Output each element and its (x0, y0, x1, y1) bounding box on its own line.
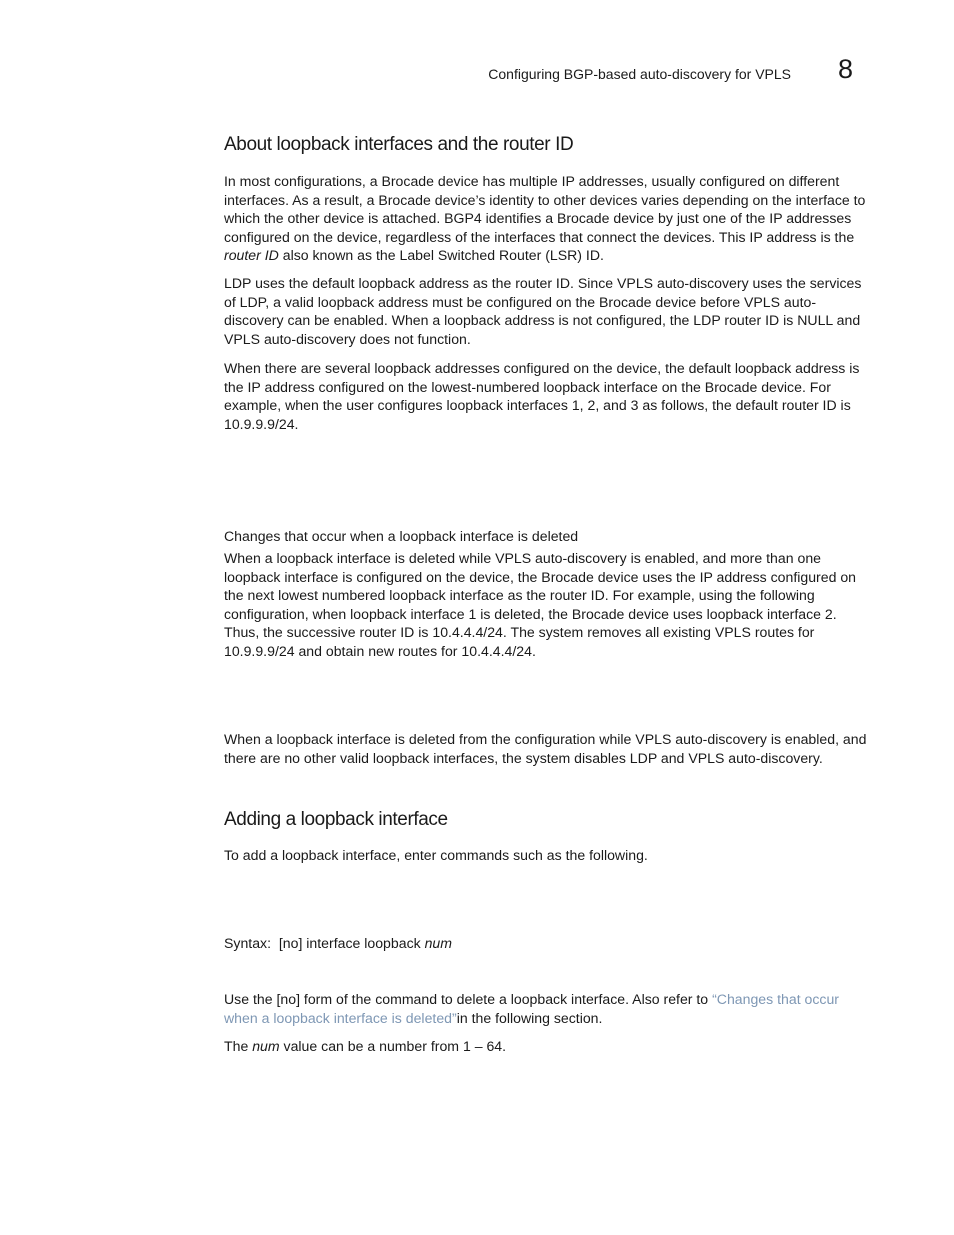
section-heading-adding-loopback: Adding a loopback interface (224, 809, 448, 830)
syntax-label: Syntax: (224, 935, 272, 951)
text-run: in the following section. (456, 1009, 603, 1026)
text-run: value can be a number from 1 – 64. (279, 1038, 507, 1054)
paragraph-add-loopback: To add a loopback interface, enter commands such as the following. (224, 847, 648, 863)
subheading-loopback-deleted: Changes that occur when a loopback interface is deleted (224, 528, 579, 544)
syntax-line (224, 934, 870, 953)
paragraph-num-range (224, 1037, 870, 1056)
paragraph-router-id-intro (224, 172, 870, 265)
paragraph-loopback-deleted: When a loopback interface is deleted while VPLS auto-discovery is enabled, and more than one loopback interface is configured on the device, the Brocade device uses the IP address configured on the next lowest numbered loopback interface as the router ID. For example, using the following configuration, when loopback interface 1 is deleted, the Brocade device uses loopback interface 2. Thus, the successive router ID is 10.4.4.4/24. The system removes all existing VPLS routes for 10.9.9.9/24 and obtain new routes for 10.4.4.4/24. (224, 550, 857, 659)
text-run: In most configurations, a Brocade device has multiple IP addresses, usually configured on different interfaces. As a result, a Brocade device’s identity to other devices varies depending on the interface to which the other device is attached. BGP4 identifies a Brocade device by just one of the IP addresses configured on the device, regardless of the interfaces that connect the devices. This IP address is the (224, 173, 866, 245)
text-run: Use the [no] form of the command to delete a loopback interface. Also refer to (224, 991, 713, 1007)
chapter-number: 8 (838, 54, 854, 84)
syntax-argument: num (424, 935, 453, 951)
section-heading-router-id: About loopback interfaces and the router ID (224, 134, 574, 155)
running-title: Configuring BGP-based auto-discovery for VPLS (488, 66, 791, 82)
paragraph-ldp-router-id: LDP uses the default loopback address as the router ID. Since VPLS auto-discovery uses the services of LDP, a valid loopback address must be configured on the Brocade device before VPLS auto-discovery can be enabled. When a loopback address is not configured, the LDP router ID is NULL and VPLS auto-discovery does not function. (224, 275, 862, 347)
syntax-command: [no] interface loopback (278, 935, 425, 951)
text-run: also known as the Label Switched Router (LSR) ID. (278, 247, 604, 264)
paragraph-default-loopback: When there are several loopback addresses configured on the device, the default loopback address is the IP address configured on the lowest-numbered loopback interface on the Brocade device. For example, when the user configures loopback interfaces 1, 2, and 3 as follows, the default router ID is 10.9.9.9/24. (224, 360, 860, 432)
text-run: The (224, 1038, 253, 1054)
link-changes-deleted[interactable]: “Changes that occur when a loopback interface is deleted” (224, 991, 839, 1026)
emphasis-router-id: router ID (224, 247, 279, 264)
emphasis-num: num (252, 1038, 280, 1054)
paragraph-no-form (224, 990, 870, 1027)
paragraph-no-valid-loopback: When a loopback interface is deleted from the configuration while VPLS auto-discovery is enabled, and there are no other valid loopback interfaces, the system disables LDP and VPLS auto-discovery. (224, 731, 867, 766)
